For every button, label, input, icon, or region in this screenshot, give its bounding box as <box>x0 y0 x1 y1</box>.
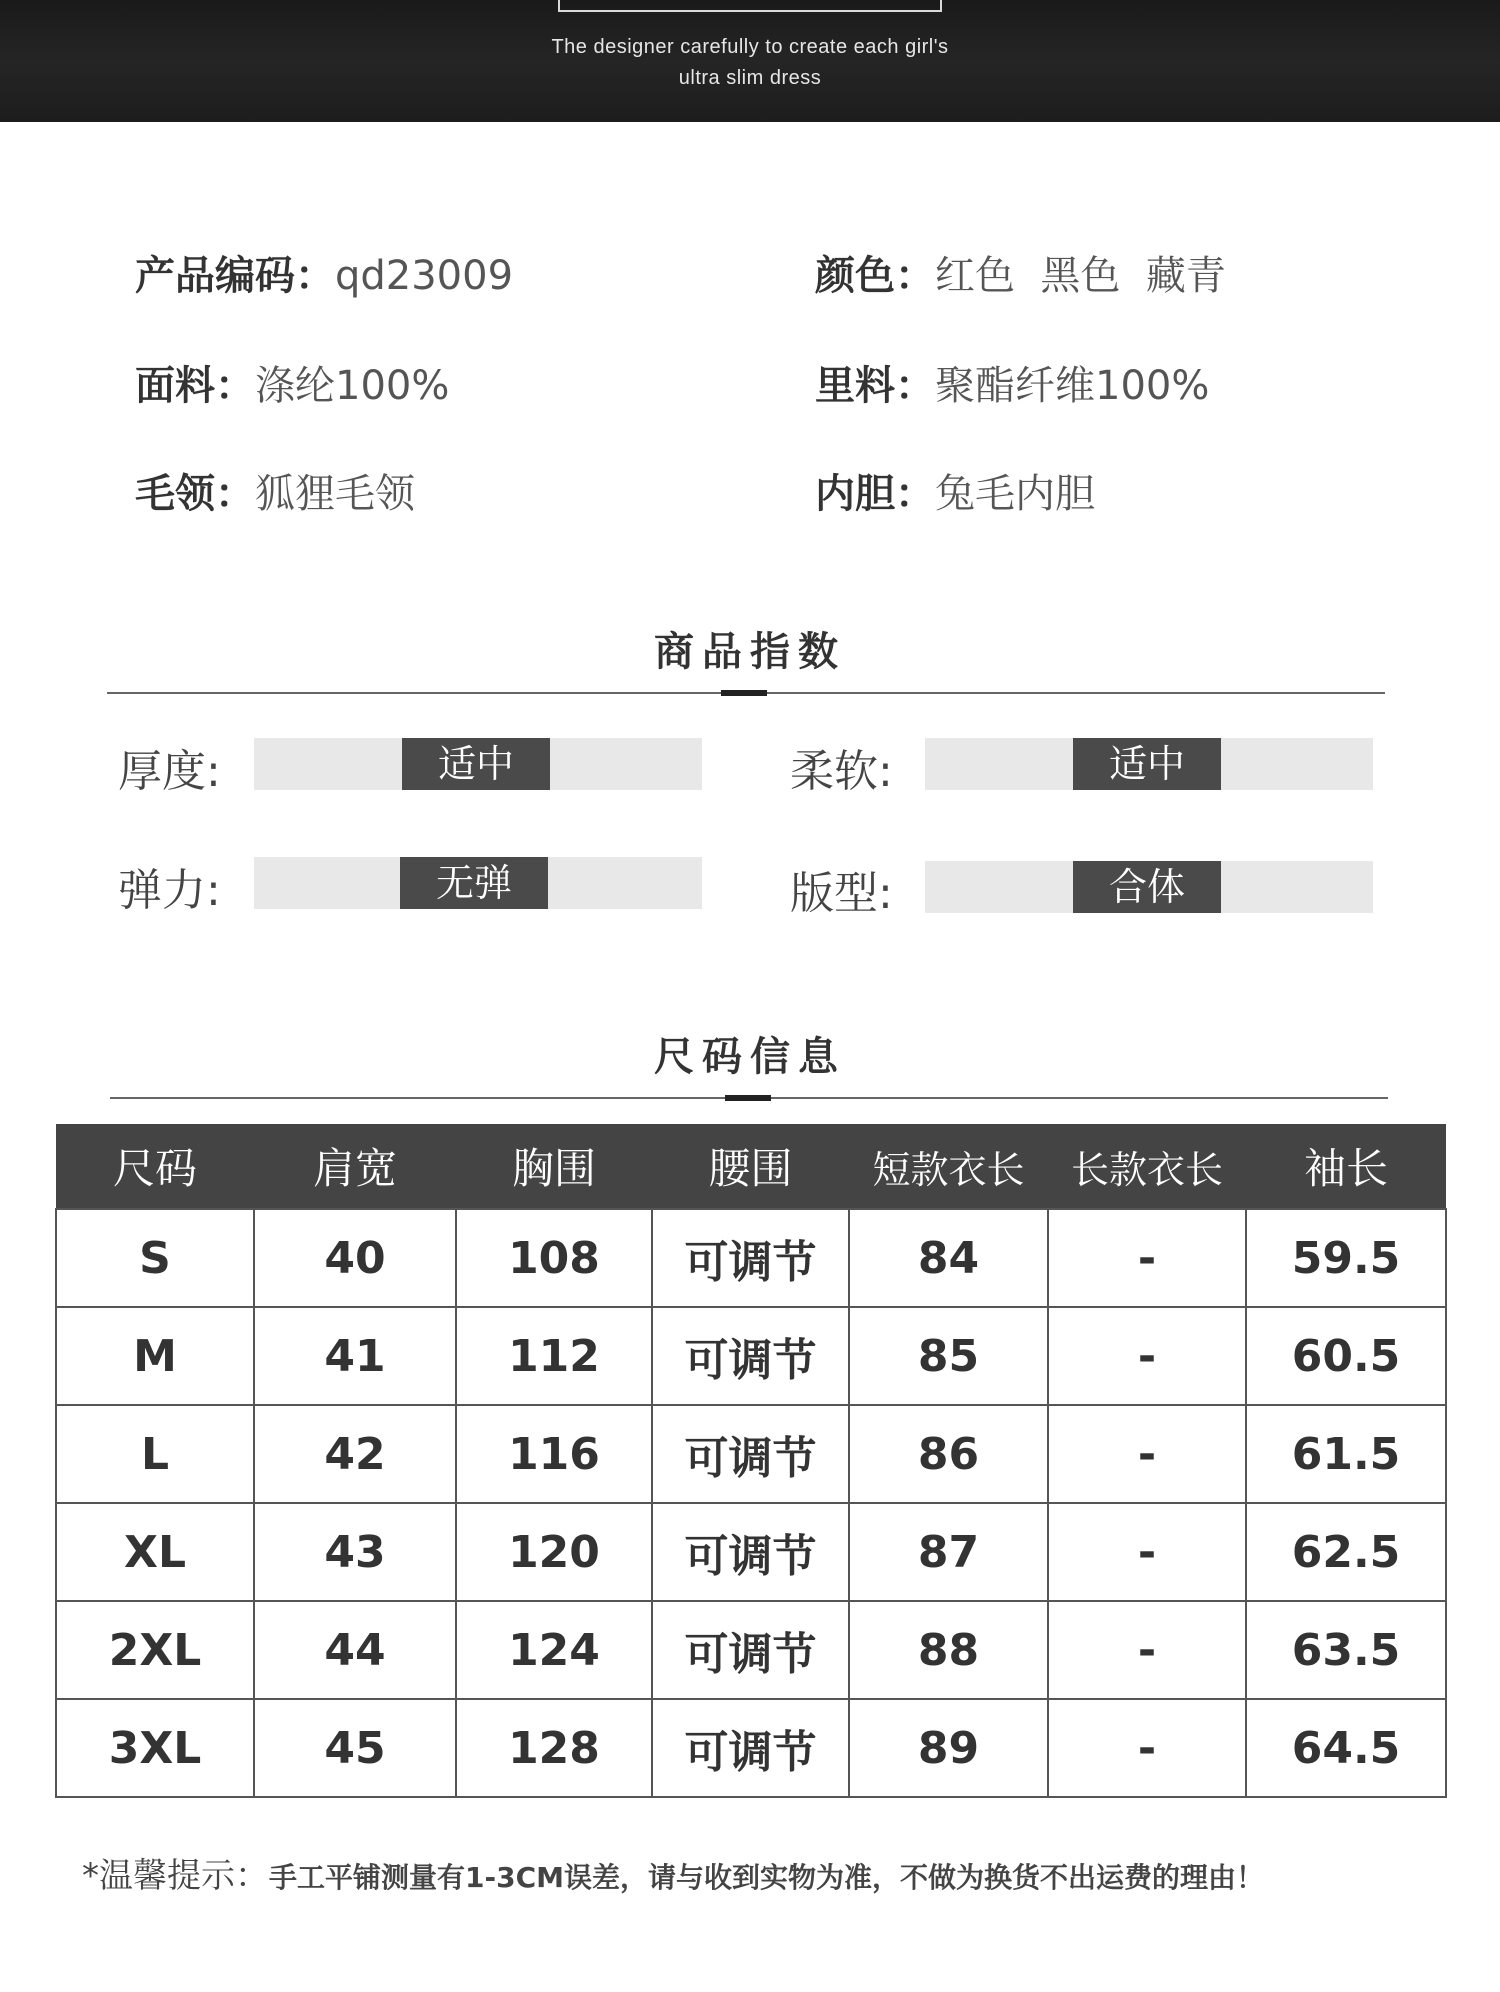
table-cell: - <box>1048 1503 1246 1601</box>
table-cell: 62.5 <box>1246 1503 1446 1601</box>
table-cell: S <box>56 1209 254 1307</box>
attr-value: 红色 黑色 藏青 <box>935 253 1226 299</box>
table-cell: 42 <box>254 1405 456 1503</box>
size-table-header <box>56 1124 1446 1209</box>
table-cell: 45 <box>254 1699 456 1797</box>
table-cell: XL <box>56 1503 254 1601</box>
measurement-note <box>82 1848 1264 1897</box>
table-cell: 87 <box>849 1503 1048 1601</box>
attr-label: 面料： <box>135 363 255 409</box>
table-cell: - <box>1048 1307 1246 1405</box>
table-cell: 40 <box>254 1209 456 1307</box>
col-header-size: 尺码 <box>56 1124 254 1209</box>
attr-label: 毛领： <box>135 471 255 517</box>
section-divider-mark <box>721 690 767 696</box>
attr-product-code <box>135 244 513 301</box>
index-label-fit: 版型: <box>790 868 893 919</box>
banner-tagline: The designer carefully to create each girl's <box>551 36 949 58</box>
index-label-thickness: 厚度: <box>118 746 221 797</box>
table-cell: 可调节 <box>652 1307 849 1405</box>
attr-value: qd23009 <box>335 253 514 299</box>
table-cell: 可调节 <box>652 1405 849 1503</box>
index-label-elasticity: 弹力: <box>118 865 221 916</box>
table-cell: 可调节 <box>652 1699 849 1797</box>
table-cell: M <box>56 1307 254 1405</box>
col-header-bust: 胸围 <box>456 1124 652 1209</box>
table-cell: 可调节 <box>652 1601 849 1699</box>
col-header-sleeve: 袖长 <box>1246 1124 1446 1209</box>
table-cell: 61.5 <box>1246 1405 1446 1503</box>
table-cell: 64.5 <box>1246 1699 1446 1797</box>
attr-value: 涤纶100% <box>255 363 450 409</box>
table-cell: 59.5 <box>1246 1209 1446 1307</box>
table-cell: 85 <box>849 1307 1048 1405</box>
table-cell: 128 <box>456 1699 652 1797</box>
table-cell: 116 <box>456 1405 652 1503</box>
table-cell: 84 <box>849 1209 1048 1307</box>
table-cell: 108 <box>456 1209 652 1307</box>
note-text: 手工平铺测量有1-3CM误差，请与收到实物为准，不做为换货不出运费的理由！ <box>269 1861 1265 1894</box>
table-cell: 可调节 <box>652 1209 849 1307</box>
banner-tagline-2: ultra slim dress <box>678 67 822 89</box>
table-cell: 41 <box>254 1307 456 1405</box>
table-row <box>56 1209 1446 1307</box>
table-cell: 89 <box>849 1699 1048 1797</box>
col-header-short-length: 短款衣长 <box>849 1124 1048 1209</box>
banner-frame <box>558 0 942 12</box>
table-cell: 112 <box>456 1307 652 1405</box>
attr-label: 里料： <box>815 363 935 409</box>
col-header-long-length: 长款衣长 <box>1048 1124 1246 1209</box>
table-cell: 120 <box>456 1503 652 1601</box>
table-cell: 43 <box>254 1503 456 1601</box>
table-cell: L <box>56 1405 254 1503</box>
table-cell: - <box>1048 1405 1246 1503</box>
size-table <box>55 1124 1447 1798</box>
attr-label: 产品编码： <box>135 253 335 299</box>
attr-label: 颜色： <box>815 253 935 299</box>
table-cell: 88 <box>849 1601 1048 1699</box>
table-row <box>56 1307 1446 1405</box>
index-label-softness: 柔软: <box>790 746 893 797</box>
index-section-title: 商品指数 <box>654 629 846 675</box>
note-prefix: *温馨提示： <box>82 1856 269 1896</box>
attr-value: 兔毛内胆 <box>935 471 1095 517</box>
attr-label: 内胆： <box>815 471 935 517</box>
table-cell: 可调节 <box>652 1503 849 1601</box>
table-cell: - <box>1048 1209 1246 1307</box>
size-section-title: 尺码信息 <box>654 1034 846 1080</box>
attr-color <box>815 244 1226 301</box>
attr-value: 聚酯纤维100% <box>935 363 1210 409</box>
table-row <box>56 1405 1446 1503</box>
table-cell: 44 <box>254 1601 456 1699</box>
table-cell: 2XL <box>56 1601 254 1699</box>
index-value-elasticity: 无弹 <box>400 857 548 909</box>
table-cell: 124 <box>456 1601 652 1699</box>
table-cell: 3XL <box>56 1699 254 1797</box>
table-cell: 60.5 <box>1246 1307 1446 1405</box>
index-value-thickness: 适中 <box>402 738 550 790</box>
index-value-fit: 合体 <box>1073 861 1221 913</box>
table-cell: - <box>1048 1699 1246 1797</box>
attr-inner-liner <box>815 462 1095 519</box>
attr-lining <box>815 354 1209 411</box>
col-header-shoulder: 肩宽 <box>254 1124 456 1209</box>
table-cell: - <box>1048 1601 1246 1699</box>
col-header-waist: 腰围 <box>652 1124 849 1209</box>
attr-value: 狐狸毛领 <box>255 471 415 517</box>
attr-fur-collar <box>135 462 415 519</box>
table-row <box>56 1601 1446 1699</box>
header-banner <box>0 0 1500 122</box>
attr-fabric <box>135 354 449 411</box>
index-value-softness: 适中 <box>1073 738 1221 790</box>
table-cell: 63.5 <box>1246 1601 1446 1699</box>
section-divider-mark <box>725 1095 771 1101</box>
table-cell: 86 <box>849 1405 1048 1503</box>
table-row <box>56 1503 1446 1601</box>
table-row <box>56 1699 1446 1797</box>
